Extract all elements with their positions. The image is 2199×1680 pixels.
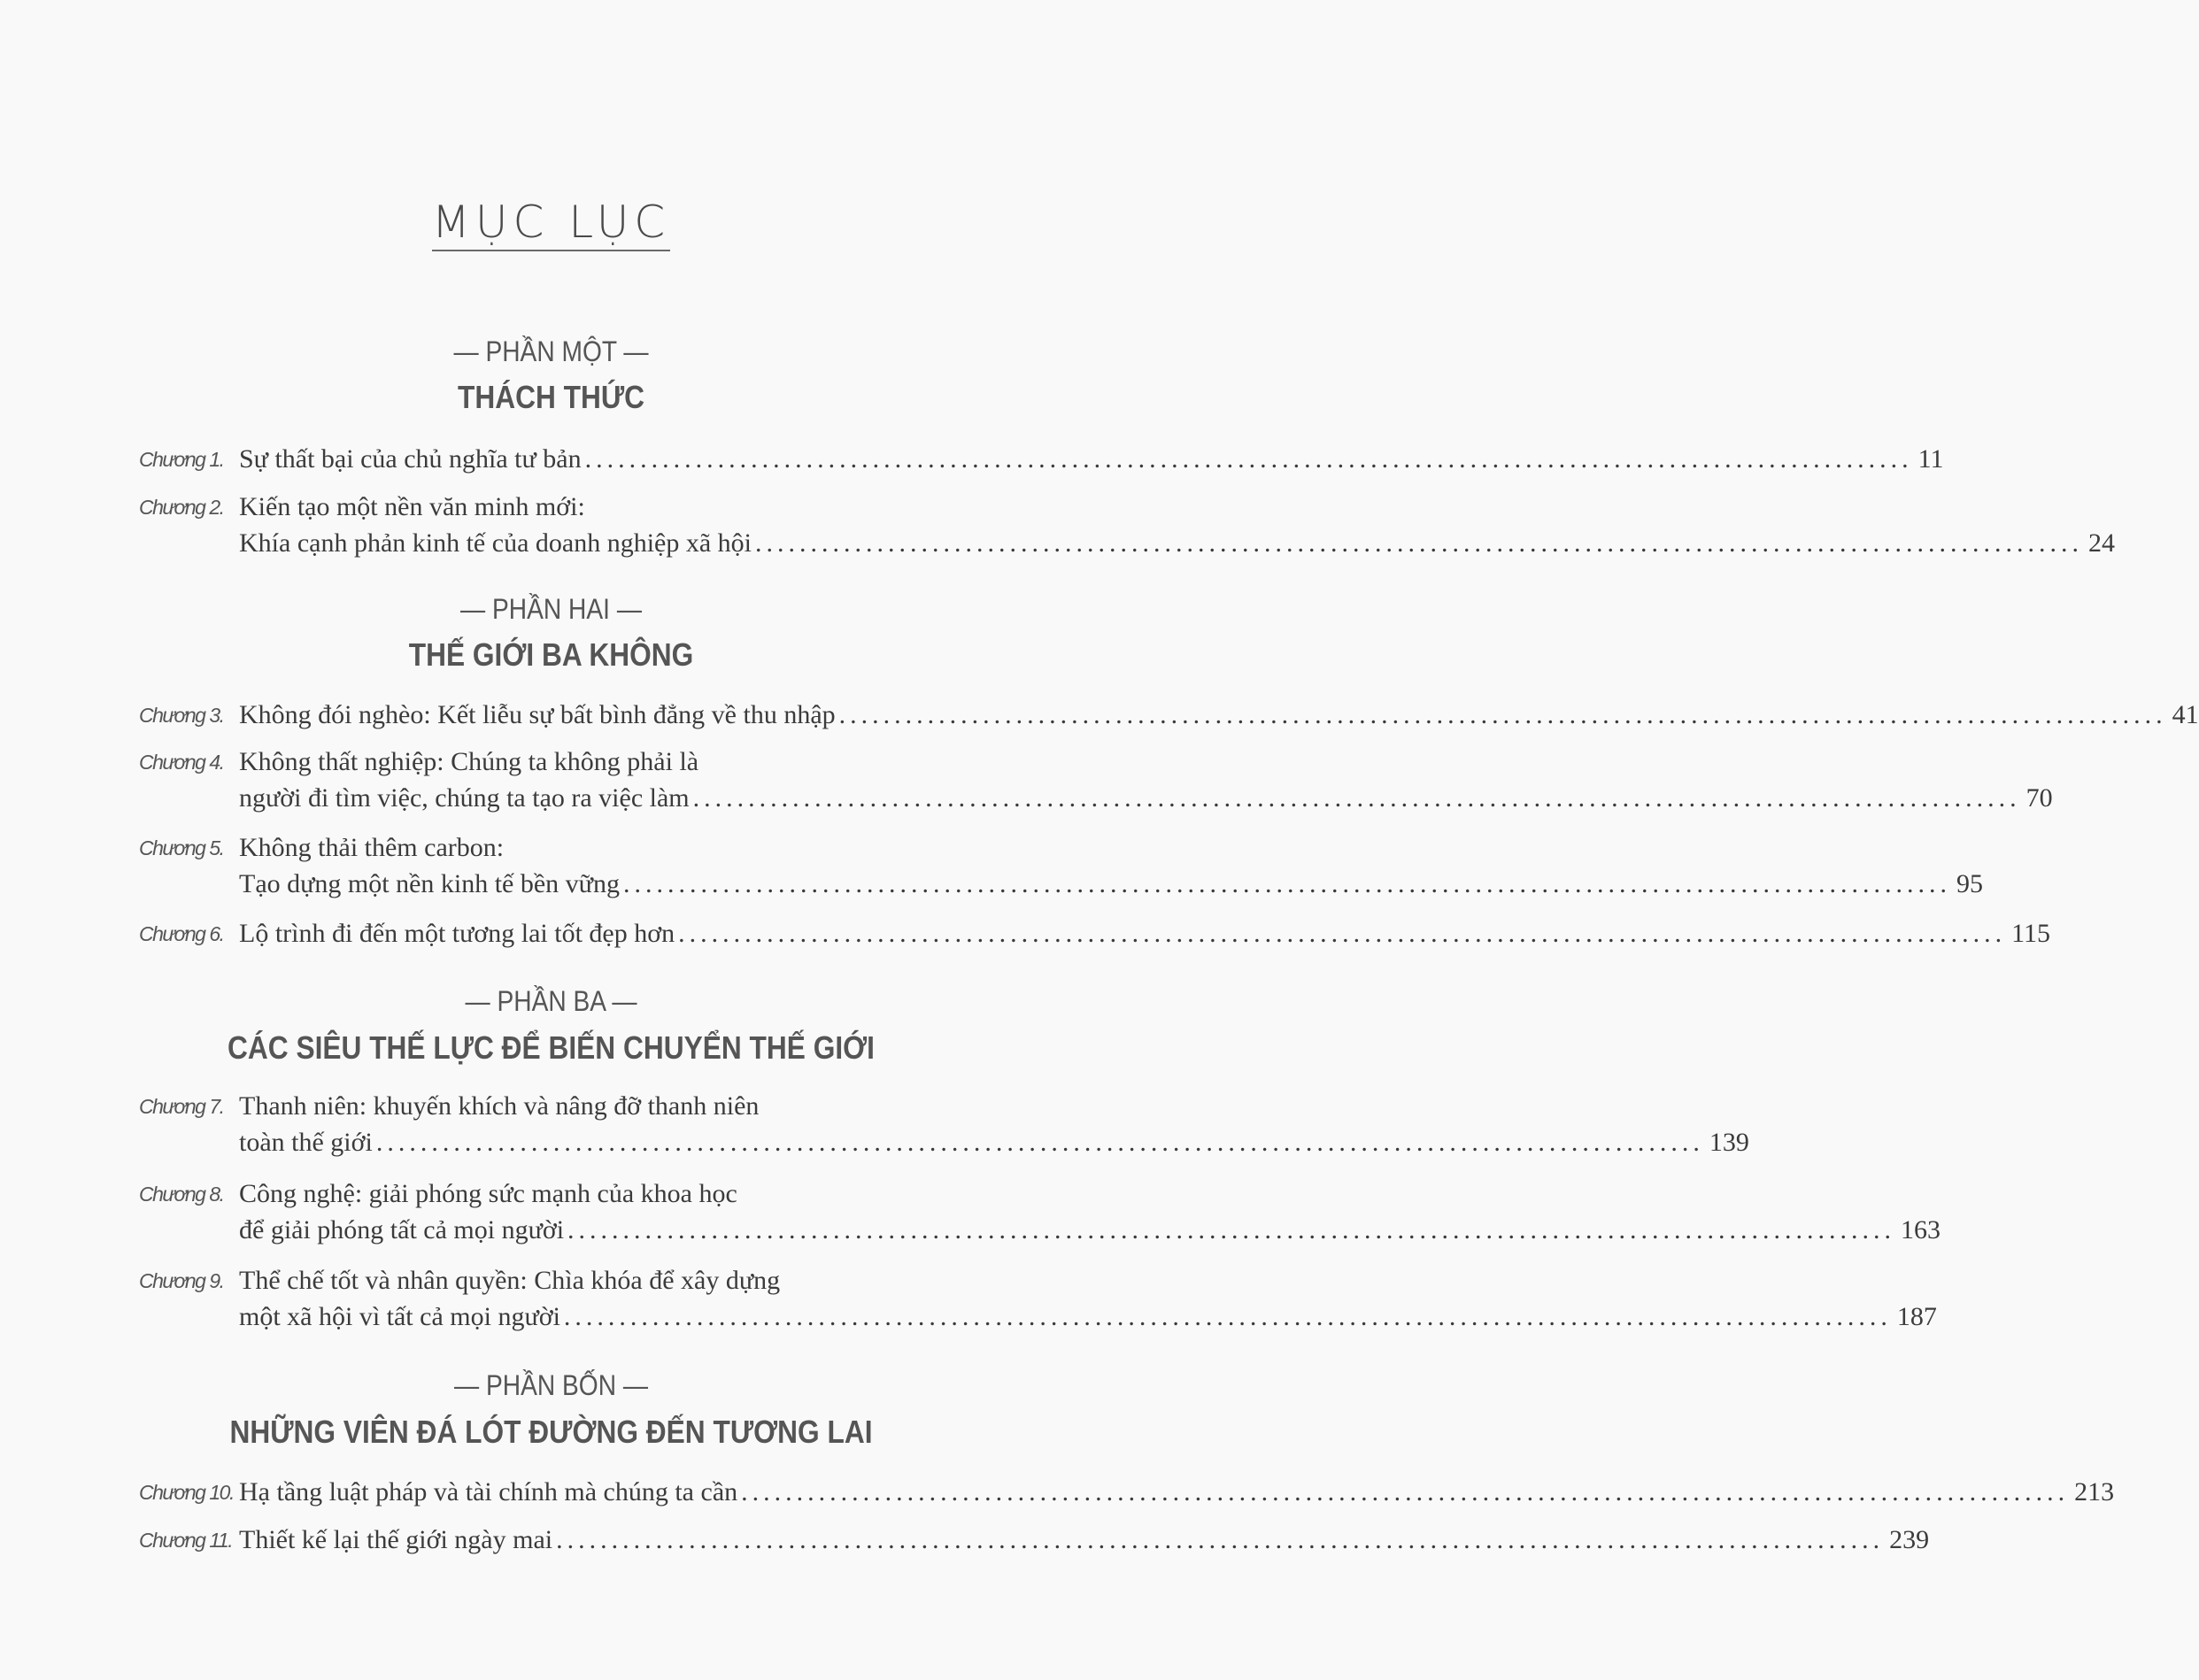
page-number: 24 <box>2088 528 2115 558</box>
chapter-title-line <box>239 441 1944 478</box>
dot-leader: ........................................................................................................................ <box>563 1302 1892 1331</box>
page-number: 115 <box>2011 919 2050 948</box>
chapter-title-text: Hạ tầng luật pháp và tài chính mà chúng ta cần <box>239 1477 738 1507</box>
chapter-title-text: Khía cạnh phản kinh tế của doanh nghiệp xã hội <box>239 528 752 558</box>
chapter-number: Chương 11. <box>139 1529 233 1552</box>
part-title: THẾ GIỚI BA KHÔNG <box>408 636 694 673</box>
chapter-number: Chương 6. <box>139 922 224 945</box>
part-title: NHỮNG VIÊN ĐÁ LÓT ĐƯỜNG ĐẾN TƯƠNG LAI <box>229 1414 873 1450</box>
page-number: 163 <box>1901 1215 1941 1245</box>
part-label: — PHẦN HAI — <box>460 593 642 625</box>
chapter-title-text: Sự thất bại của chủ nghĩa tư bản <box>239 444 582 474</box>
chapter-title-text: Tạo dựng một nền kinh tế bền vững <box>239 869 620 898</box>
dot-leader: ........................................................................................................................ <box>678 919 2007 948</box>
chapter-title-line: Thanh niên: khuyến khích và nâng đỡ thanh niên <box>239 1091 760 1121</box>
page-number: 11 <box>1917 444 1944 474</box>
chapter-number: Chương 9. <box>139 1269 224 1292</box>
chapter-title-line <box>239 1299 1937 1336</box>
chapter-title-line: Kiến tạo một nền văn minh mới: <box>239 492 585 521</box>
chapter-number: Chương 10. <box>139 1481 234 1504</box>
chapter-title-text: toàn thế giới <box>239 1128 373 1157</box>
chapter-title-line <box>239 866 1983 903</box>
chapter-title-line <box>239 1522 1930 1559</box>
dot-leader: ........................................................................................................................ <box>622 869 1951 898</box>
dot-leader: ........................................................................................................................ <box>375 1128 1704 1157</box>
chapter-title-text: một xã hội vì tất cả mọi người <box>239 1302 560 1331</box>
chapter-number: Chương 4. <box>139 751 224 774</box>
chapter-title-text: Không đói nghèo: Kết liễu sự bất bình đẳng về thu nhập <box>239 700 836 729</box>
chapter-title-line <box>239 525 2115 562</box>
part-title: THÁCH THỨC <box>457 379 645 415</box>
chapter-number: Chương 8. <box>139 1183 224 1206</box>
chapter-title-line <box>239 780 2053 817</box>
chapter-title-line <box>239 1212 1941 1249</box>
chapter-title-text: Thiết kế lại thế giới ngày mai <box>239 1525 553 1554</box>
page-number: 239 <box>1889 1525 1930 1554</box>
dot-leader: ........................................................................................................................ <box>567 1215 1896 1245</box>
page-number: 41 <box>2172 700 2199 729</box>
dot-leader: ........................................................................................................................ <box>556 1525 1885 1554</box>
chapter-title-line <box>239 1474 2115 1511</box>
chapter-number: Chương 3. <box>139 704 224 727</box>
dot-leader: ........................................................................................................................ <box>755 528 2083 558</box>
dot-leader: ........................................................................................................................ <box>584 444 1913 474</box>
chapter-number: Chương 7. <box>139 1095 224 1118</box>
chapter-title-line <box>239 1124 1749 1161</box>
chapter-title-text: người đi tìm việc, chúng ta tạo ra việc làm <box>239 783 690 813</box>
chapter-title-line <box>239 915 2050 952</box>
chapter-title-line <box>239 697 2199 734</box>
chapter-title-line: Thể chế tốt và nhân quyền: Chìa khóa để xây dựng <box>239 1266 781 1295</box>
chapter-number: Chương 5. <box>139 836 224 859</box>
part-label: — PHẦN MỘT — <box>453 335 649 367</box>
chapter-title-text: để giải phóng tất cả mọi người <box>239 1215 565 1245</box>
chapter-title-line: Không thất nghiệp: Chúng ta không phải là <box>239 747 699 776</box>
part-label: — PHẦN BỐN — <box>453 1369 649 1401</box>
dot-leader: ........................................................................................................................ <box>838 700 2167 729</box>
part-title: CÁC SIÊU THẾ LỰC ĐỂ BIẾN CHUYỂN THẾ GIỚI <box>228 1029 875 1066</box>
page-number: 139 <box>1709 1128 1749 1157</box>
page-number: 213 <box>2074 1477 2115 1507</box>
chapter-title-text: Lộ trình đi đến một tương lai tốt đẹp hơn <box>239 919 675 948</box>
toc-title: MỤC LỤC <box>432 197 670 251</box>
chapter-number: Chương 1. <box>139 448 224 471</box>
page-number: 70 <box>2025 783 2053 813</box>
page-number: 95 <box>1956 869 1983 898</box>
chapter-title-line: Không thải thêm carbon: <box>239 833 505 862</box>
dot-leader: ........................................................................................................................ <box>692 783 2021 813</box>
toc-heading <box>0 197 1102 251</box>
part-label: — PHẦN BA — <box>465 985 637 1017</box>
chapter-title-line: Công nghệ: giải phóng sức mạnh của khoa học <box>239 1179 737 1208</box>
dot-leader: ........................................................................................................................ <box>741 1477 2070 1507</box>
chapter-number: Chương 2. <box>139 496 224 519</box>
page-number: 187 <box>1896 1302 1937 1331</box>
